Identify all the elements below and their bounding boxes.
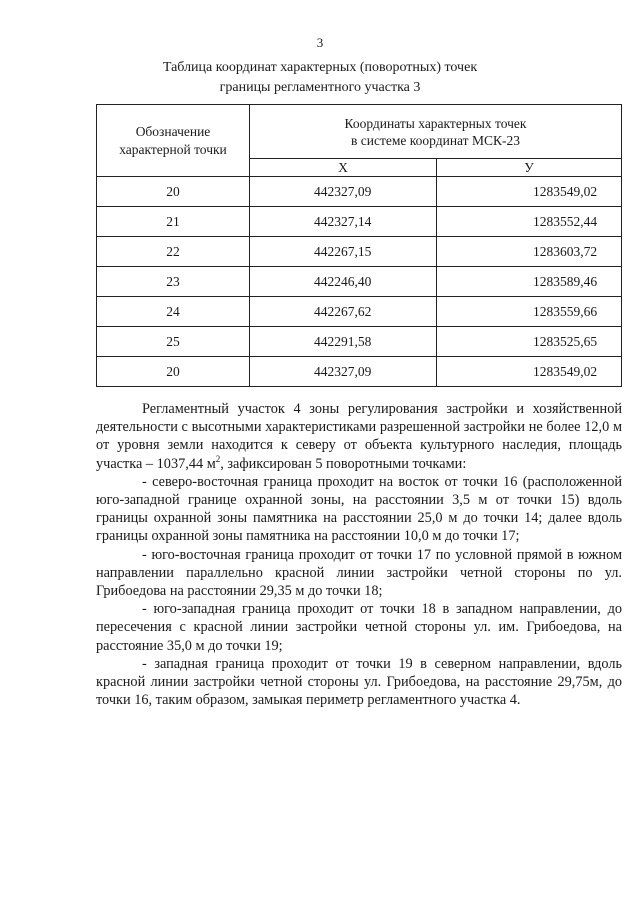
cell-y — [437, 207, 622, 237]
header-coordinates — [250, 105, 622, 159]
table-title — [0, 58, 640, 98]
cell-y — [437, 327, 622, 357]
cell-y-value: 1283589,46 — [533, 274, 598, 289]
paragraph-northeast-boundary: - северо-восточная граница проходит на восток от точки 16 (расположенной юго-западной границе охранной зоны, на расстоянии 3,5 м от точки 15) вдоль границы охранной зоны памятника на расстоянии 25,0 м до точки 14; далее вдоль границы охранной зоны памятника на расстоянии 10,0 м до точки 17; — [96, 473, 622, 545]
cell-x — [250, 267, 437, 297]
area-unit-superscript: 2 — [215, 453, 221, 464]
header-coordinates-line-1: Координаты характерных точек — [344, 115, 527, 131]
cell-y — [437, 237, 622, 267]
cell-y-value: 1283603,72 — [533, 244, 598, 259]
cell-y — [437, 297, 622, 327]
table-row — [97, 357, 622, 387]
cell-y-value: 1283559,66 — [533, 304, 598, 319]
header-point-label-line-2: характерной точки — [119, 141, 227, 157]
cell-y-value: 1283549,02 — [533, 184, 598, 199]
cell-y — [437, 177, 622, 207]
cell-x — [250, 207, 437, 237]
page-number: 3 — [316, 35, 324, 50]
cell-x-value: 442327,14 — [314, 214, 372, 229]
coordinates-table — [96, 104, 622, 387]
cell-point: 20 — [97, 177, 250, 207]
cell-x — [250, 357, 437, 387]
cell-x-value: 442267,62 — [314, 304, 372, 319]
cell-x-value: 442267,15 — [314, 244, 372, 259]
cell-point: 21 — [97, 207, 250, 237]
cell-x — [250, 297, 437, 327]
cell-y-value: 1283525,65 — [533, 334, 598, 349]
cell-point: 22 — [97, 237, 250, 267]
header-point-label — [97, 105, 250, 177]
cell-point: 23 — [97, 267, 250, 297]
cell-x-value: 442327,09 — [314, 364, 372, 379]
paragraph-intro — [96, 400, 622, 473]
table-row — [97, 237, 622, 267]
paragraph-west-boundary: - западная граница проходит от точки 19 в северном направлении, вдоль красной линии застройки четной стороны ул. Грибоедова, на расстояние 29,75м, до точки 16, таким образом, замыкая периметр регламентного участка 4. — [96, 655, 622, 709]
cell-x-value: 442246,40 — [314, 274, 372, 289]
table-row — [97, 267, 622, 297]
cell-point: 20 — [97, 357, 250, 387]
paragraph-intro-tail: , зафиксирован 5 поворотными точками: — [220, 455, 467, 472]
table-title-line-1: Таблица координат характерных (поворотных) точек — [162, 60, 478, 75]
cell-y-value: 1283549,02 — [533, 364, 598, 379]
table-row — [97, 177, 622, 207]
cell-point: 25 — [97, 327, 250, 357]
header-point-label-line-1: Обозначение — [135, 123, 211, 139]
table-row — [97, 297, 622, 327]
paragraph-intro-text: Регламентный участок 4 зоны регулирования застройки и хозяйственной деятельности с высотными характеристиками разрешенной застройки не более 12,0 м от уровня земли находится к северу от объекта культурного наследия, площадь участка – 1037,44 м — [96, 401, 622, 472]
cell-point: 24 — [97, 297, 250, 327]
body-text — [96, 400, 622, 709]
cell-x-value: 442291,58 — [314, 334, 372, 349]
header-y: У — [437, 159, 622, 177]
cell-x — [250, 237, 437, 267]
cell-x — [250, 177, 437, 207]
table-row — [97, 207, 622, 237]
paragraph-southwest-boundary: - юго-западная граница проходит от точки 18 в западном направлении, до пересечения с красной линии застройки четной стороны ул. им. Грибоедова, на расстояние 35,0 м до точки 19; — [96, 601, 622, 654]
table-row — [97, 327, 622, 357]
paragraph-southeast-boundary: - юго-восточная граница проходит от точки 17 по условной прямой в южном направлении параллельно красной линии застройки четной стороны по ул. Грибоедова на расстоянии 29,35 м до точки 18; — [96, 546, 622, 600]
cell-y — [437, 357, 622, 387]
cell-x-value: 442327,09 — [314, 184, 372, 199]
header-coordinates-line-2: в системе координат МСК-23 — [351, 132, 520, 148]
header-x: X — [250, 159, 437, 177]
cell-x — [250, 327, 437, 357]
cell-y-value: 1283552,44 — [533, 214, 598, 229]
cell-y — [437, 267, 622, 297]
table-title-line-2: границы регламентного участка 3 — [219, 80, 421, 95]
